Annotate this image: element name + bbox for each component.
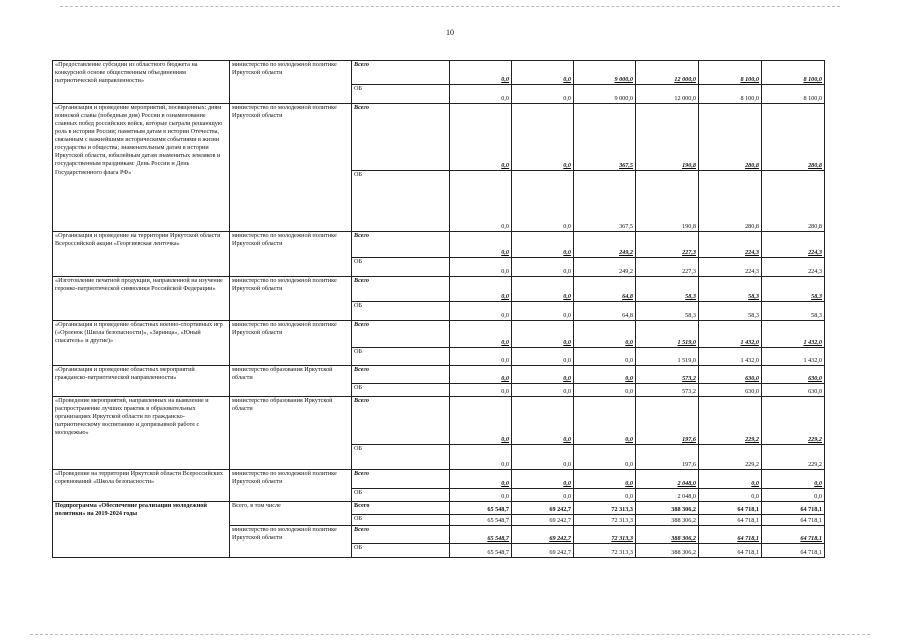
value-cell: 0,0: [512, 397, 574, 445]
value-cell: 249,2: [574, 232, 636, 258]
table-row: [53, 321, 825, 348]
table-row: [53, 277, 825, 302]
value-cell: 0,0: [512, 445, 574, 470]
value-cell: 0,0: [574, 366, 636, 384]
value-cell: 630,0: [762, 366, 825, 384]
table-body: [53, 61, 825, 558]
table-row: [53, 470, 825, 489]
value-cell: 1 432,0: [762, 348, 825, 366]
value-cell: 8 100,0: [699, 85, 762, 104]
executor: министерство по молодежной политике Иркутской области: [230, 61, 352, 104]
value-cell: 0,0: [450, 397, 512, 445]
value-cell: 0,0: [574, 445, 636, 470]
value-cell: 367,5: [574, 104, 636, 171]
value-cell: 72 313,3: [574, 502, 636, 515]
value-cell: 0,0: [512, 470, 574, 489]
value-cell: 69 242,7: [512, 544, 574, 558]
funding-source: Всего: [352, 470, 450, 489]
value-cell: 1 519,0: [636, 321, 699, 348]
value-cell: 64 718,1: [699, 502, 762, 515]
value-cell: 64,8: [574, 302, 636, 321]
value-cell: 69 242,7: [512, 515, 574, 526]
value-cell: 227,3: [636, 232, 699, 258]
value-cell: 0,0: [699, 470, 762, 489]
value-cell: 72 313,3: [574, 515, 636, 526]
funding-source: Всего: [352, 366, 450, 384]
value-cell: 229,2: [762, 397, 825, 445]
value-cell: 224,3: [699, 258, 762, 277]
executor: министерство по молодежной политике Иркутской области: [230, 232, 352, 277]
value-cell: 58,3: [699, 277, 762, 302]
funding-source: Всего: [352, 526, 450, 544]
value-cell: 1 432,0: [699, 348, 762, 366]
funding-source: ОБ: [352, 258, 450, 277]
funding-source: ОБ: [352, 171, 450, 232]
value-cell: 0,0: [574, 384, 636, 397]
value-cell: 0,0: [574, 348, 636, 366]
measure-description: «Организация и проведение областных военно-спортивных игр («Орленок (Школа безопасности)», «Зарница», «Юный спасатель» и другие)»: [53, 321, 230, 366]
value-cell: 280,8: [699, 171, 762, 232]
value-cell: 8 100,0: [762, 85, 825, 104]
table-row: [53, 104, 825, 171]
value-cell: 8 100,0: [762, 61, 825, 85]
value-cell: 69 242,7: [512, 526, 574, 544]
table-row: [53, 502, 825, 515]
value-cell: 0,0: [512, 321, 574, 348]
page-number: 10: [446, 28, 454, 37]
value-cell: 0,0: [450, 366, 512, 384]
table-row: [53, 366, 825, 384]
value-cell: 190,8: [636, 171, 699, 232]
subprogram-title: Подпрограмма «Обеспечение реализации молодежной политики» на 2019-2024 годы: [53, 502, 230, 558]
value-cell: 388 306,2: [636, 502, 699, 515]
value-cell: 65 548,7: [450, 502, 512, 515]
value-cell: 0,0: [450, 302, 512, 321]
value-cell: 388 306,2: [636, 515, 699, 526]
executor: министерство по молодежной политике Иркутской области: [230, 526, 352, 558]
value-cell: 0,0: [512, 302, 574, 321]
value-cell: 630,0: [699, 366, 762, 384]
value-cell: 8 100,0: [699, 61, 762, 85]
value-cell: 0,0: [450, 489, 512, 502]
value-cell: 0,0: [512, 232, 574, 258]
value-cell: 64 718,1: [762, 515, 825, 526]
value-cell: 197,6: [636, 397, 699, 445]
executor: министерство по молодежной политике Иркутской области: [230, 470, 352, 502]
executor: Всего, в том числе: [230, 502, 352, 526]
value-cell: 9 000,0: [574, 61, 636, 85]
value-cell: 64 718,1: [699, 515, 762, 526]
value-cell: 573,2: [636, 366, 699, 384]
value-cell: 0,0: [450, 61, 512, 85]
value-cell: 0,0: [512, 85, 574, 104]
value-cell: 0,0: [450, 445, 512, 470]
value-cell: 0,0: [512, 489, 574, 502]
value-cell: 229,2: [762, 445, 825, 470]
value-cell: 190,8: [636, 104, 699, 171]
value-cell: 197,6: [636, 445, 699, 470]
value-cell: 0,0: [574, 489, 636, 502]
value-cell: 64 718,1: [762, 502, 825, 515]
value-cell: 0,0: [574, 321, 636, 348]
funding-source: ОБ: [352, 489, 450, 502]
value-cell: 58,3: [762, 277, 825, 302]
table-row: [53, 232, 825, 258]
value-cell: 72 313,3: [574, 544, 636, 558]
value-cell: 573,2: [636, 384, 699, 397]
value-cell: 64 718,1: [699, 544, 762, 558]
value-cell: 1 432,0: [762, 321, 825, 348]
value-cell: 58,3: [636, 302, 699, 321]
value-cell: 2 048,0: [636, 470, 699, 489]
value-cell: 0,0: [450, 85, 512, 104]
value-cell: 630,0: [699, 384, 762, 397]
value-cell: 0,0: [450, 348, 512, 366]
value-cell: 0,0: [574, 470, 636, 489]
measure-description: «Организация и проведение областных мероприятий гражданско-патриотической направленности»: [53, 366, 230, 397]
funding-source: Всего: [352, 104, 450, 171]
funding-source: Всего: [352, 502, 450, 515]
value-cell: 64 718,1: [762, 544, 825, 558]
value-cell: 249,2: [574, 258, 636, 277]
value-cell: 630,0: [762, 384, 825, 397]
value-cell: 0,0: [512, 384, 574, 397]
value-cell: 0,0: [574, 397, 636, 445]
scan-line-top: [60, 6, 840, 7]
value-cell: 224,3: [699, 232, 762, 258]
funding-source: ОБ: [352, 515, 450, 526]
value-cell: 367,5: [574, 171, 636, 232]
value-cell: 280,8: [762, 104, 825, 171]
value-cell: 0,0: [512, 171, 574, 232]
value-cell: 58,3: [699, 302, 762, 321]
value-cell: 224,3: [762, 232, 825, 258]
funding-source: Всего: [352, 397, 450, 445]
value-cell: 0,0: [450, 321, 512, 348]
value-cell: 0,0: [450, 470, 512, 489]
funding-source: ОБ: [352, 85, 450, 104]
value-cell: 64 718,1: [762, 526, 825, 544]
value-cell: 65 548,7: [450, 515, 512, 526]
value-cell: 0,0: [450, 258, 512, 277]
value-cell: 0,0: [512, 104, 574, 171]
measure-description: «Проведение на территории Иркутской области Всероссийских соревнований «Школа безопасности»: [53, 470, 230, 502]
value-cell: 64,8: [574, 277, 636, 302]
value-cell: 58,3: [762, 302, 825, 321]
value-cell: 0,0: [450, 384, 512, 397]
value-cell: 0,0: [512, 61, 574, 85]
value-cell: 58,3: [636, 277, 699, 302]
value-cell: 65 548,7: [450, 544, 512, 558]
value-cell: 0,0: [512, 258, 574, 277]
budget-table: [52, 60, 825, 558]
value-cell: 227,3: [636, 258, 699, 277]
value-cell: 229,2: [699, 397, 762, 445]
value-cell: 0,0: [450, 104, 512, 171]
measure-description: «Изготовление печатной продукции, направленной на изучение героико-патриотической символики Российской Федерации»: [53, 277, 230, 321]
executor: министерство по молодежной политике Иркутской области: [230, 277, 352, 321]
value-cell: 9 000,0: [574, 85, 636, 104]
executor: министерство образования Иркутской области: [230, 397, 352, 470]
value-cell: 0,0: [450, 171, 512, 232]
funding-source: ОБ: [352, 384, 450, 397]
executor: министерство образования Иркутской области: [230, 366, 352, 397]
value-cell: 69 242,7: [512, 502, 574, 515]
value-cell: 229,2: [699, 445, 762, 470]
value-cell: 280,8: [699, 104, 762, 171]
value-cell: 65 548,7: [450, 526, 512, 544]
measure-description: «Проведение мероприятий, направленных на выявление и распространение лучших практик в образовательных организациях Иркутской области по гражданско-патриотическому воспитанию и допризывной работе с молодежью»: [53, 397, 230, 470]
value-cell: 12 000,0: [636, 85, 699, 104]
value-cell: 0,0: [450, 277, 512, 302]
value-cell: 0,0: [699, 489, 762, 502]
value-cell: 388 306,2: [636, 544, 699, 558]
funding-source: Всего: [352, 321, 450, 348]
value-cell: 72 313,3: [574, 526, 636, 544]
funding-source: ОБ: [352, 302, 450, 321]
funding-source: ОБ: [352, 544, 450, 558]
funding-source: Всего: [352, 232, 450, 258]
value-cell: 64 718,1: [699, 526, 762, 544]
value-cell: 224,3: [762, 258, 825, 277]
funding-source: ОБ: [352, 348, 450, 366]
value-cell: 280,8: [762, 171, 825, 232]
executor: министерство по молодежной политике Иркутской области: [230, 321, 352, 366]
value-cell: 388 306,2: [636, 526, 699, 544]
value-cell: 2 048,0: [636, 489, 699, 502]
value-cell: 1 519,0: [636, 348, 699, 366]
value-cell: 0,0: [762, 489, 825, 502]
value-cell: 0,0: [762, 470, 825, 489]
executor: министерство по молодежной политике Иркутской области: [230, 104, 352, 232]
measure-description: «Организация и проведение на территории Иркутской области Всероссийской акции «Георгиевская ленточка»: [53, 232, 230, 277]
value-cell: 12 000,0: [636, 61, 699, 85]
value-cell: 0,0: [512, 277, 574, 302]
table-row: [53, 61, 825, 85]
funding-source: Всего: [352, 277, 450, 302]
measure-description: «Предоставление субсидии из областного бюджета на конкурсной основе общественным объединениям патриотической направленности»: [53, 61, 230, 104]
funding-source: ОБ: [352, 445, 450, 470]
scan-line-bottom: [30, 634, 870, 635]
value-cell: 0,0: [512, 348, 574, 366]
value-cell: 0,0: [450, 232, 512, 258]
funding-source: Всего: [352, 61, 450, 85]
value-cell: 0,0: [512, 366, 574, 384]
measure-description: «Организация и проведение мероприятий, посвященных: дням воинской славы (победным дня) России в ознаменование славных побед российских войск, которые сыграли решающую роль в истории России; памятным датам в истории Отечества, связанным с важнейшими историческими событиями в жизни государства и общества; знаменательным датам в истории Иркутской области, юбилейным датам знаменитых земляков и государственным праздникам: День России и День Государственного флага РФ»: [53, 104, 230, 232]
table-row: [53, 397, 825, 445]
value-cell: 1 432,0: [699, 321, 762, 348]
